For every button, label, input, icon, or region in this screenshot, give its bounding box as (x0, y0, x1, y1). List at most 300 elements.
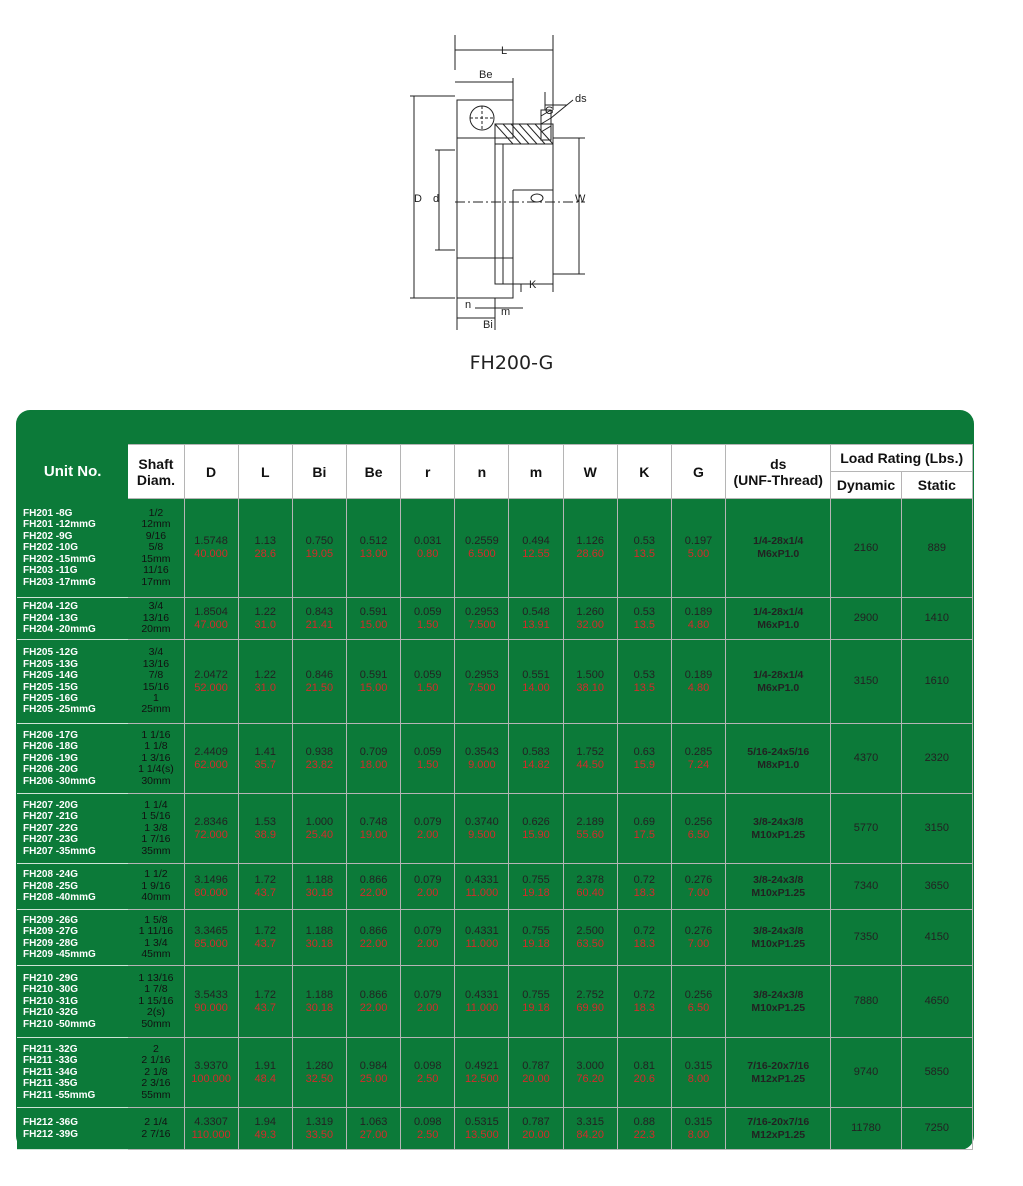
unit-no: FH203 -11G (23, 565, 78, 577)
value-mm: 15.90 (522, 828, 550, 841)
value-cell-L (238, 794, 292, 864)
ds-thread-cell (726, 910, 831, 966)
value-cell-K (617, 499, 671, 598)
value-mm: 14.00 (522, 681, 550, 694)
value-cell-r (401, 499, 455, 598)
value-cell-G (671, 910, 725, 966)
value-inch: 0.3740 (465, 815, 499, 828)
unit-no: FH207 -35mmG (23, 845, 96, 857)
value-cell-Be (346, 1108, 400, 1150)
value-mm: 9.000 (468, 758, 496, 771)
value-mm: 11.000 (465, 886, 499, 899)
shaft-diam: 12mm (141, 518, 171, 531)
value-cell-W (563, 910, 617, 966)
shaft-diam-cell (128, 1038, 184, 1108)
value-cell-m (509, 598, 563, 640)
value-cell-L (238, 864, 292, 910)
value-cell-Bi (292, 910, 346, 966)
value-inch: 0.031 (413, 535, 442, 547)
unit-no: FH206 -20G (23, 764, 79, 776)
shaft-diam: 2 7/16 (141, 1127, 171, 1140)
value-inch: 0.059 (413, 668, 442, 681)
ds-thread: M10xP1.25 (751, 937, 806, 950)
dynamic-load-cell: 2900 (831, 598, 901, 640)
static-load-cell: 1610 (901, 640, 972, 724)
value-mm: 9.500 (468, 828, 496, 841)
value-inch: 3.315 (576, 1115, 604, 1128)
unit-no: FH207 -21G (23, 811, 79, 823)
shaft-diam-cell (128, 794, 184, 864)
value-inch: 2.0472 (194, 668, 228, 681)
value-mm: 22.3 (633, 1128, 656, 1141)
value-mm: 12.500 (465, 1072, 499, 1085)
unit-no: FH207 -22G (23, 822, 79, 834)
ds-thread: M12xP1.25 (751, 1128, 806, 1141)
ds-thread: M8xP1.0 (757, 758, 800, 771)
value-inch: 0.2953 (465, 605, 499, 618)
value-cell-D (184, 598, 238, 640)
value-mm: 1.50 (417, 681, 439, 694)
value-cell-r (401, 864, 455, 910)
label-ds: ds (575, 93, 587, 105)
value-mm: 8.00 (687, 1128, 710, 1141)
value-cell-D (184, 1108, 238, 1150)
ds-thread-cell (726, 966, 831, 1038)
unit-no: FH203 -17mmG (23, 576, 96, 588)
value-mm: 13.500 (465, 1128, 499, 1141)
value-cell-G (671, 864, 725, 910)
shaft-diam: 1 1/2 (144, 868, 168, 881)
value-cell-r (401, 724, 455, 794)
value-cell-K (617, 794, 671, 864)
shaft-diam: 11/16 (143, 564, 169, 577)
value-mm: 27.00 (359, 1128, 388, 1141)
value-cell-K (617, 966, 671, 1038)
value-mm: 22.00 (359, 886, 388, 899)
ds-thread: M10xP1.25 (751, 828, 806, 841)
value-mm: 15.9 (633, 758, 656, 771)
table-row (18, 864, 973, 910)
value-inch: 3.1496 (194, 873, 228, 886)
header-shaft-line2: Diam. (136, 471, 175, 488)
ds-thread-cell (726, 1108, 831, 1150)
unit-no: FH210 -30G (23, 984, 79, 996)
unit-no: FH211 -34G (23, 1066, 78, 1078)
label-m: m (501, 306, 511, 318)
value-cell-Be (346, 910, 400, 966)
value-cell-m (509, 1108, 563, 1150)
unit-no: FH211 -33G (23, 1055, 78, 1067)
shaft-diam-cell (128, 499, 184, 598)
value-inch: 2.4409 (194, 745, 228, 758)
value-cell-L (238, 1108, 292, 1150)
value-mm: 7.00 (687, 937, 710, 950)
unit-no: FH207 -20G (23, 799, 79, 811)
shaft-diam: 45mm (141, 947, 171, 960)
value-inch: 0.4331 (465, 924, 499, 937)
value-inch: 2.752 (576, 988, 604, 1001)
value-inch: 0.846 (305, 668, 334, 681)
value-cell-W (563, 966, 617, 1038)
value-mm: 22.00 (359, 1001, 388, 1014)
value-mm: 43.7 (254, 1001, 276, 1014)
value-mm: 18.3 (633, 1001, 656, 1014)
dynamic-load-cell: 4370 (831, 724, 901, 794)
shaft-diam: 2 (153, 1042, 159, 1055)
label-G: G (545, 105, 554, 117)
header-m: m (509, 445, 563, 499)
value-cell-D (184, 499, 238, 598)
value-inch: 0.315 (684, 1115, 713, 1128)
spec-table-body (18, 499, 973, 1150)
value-inch: 1.13 (254, 535, 276, 547)
value-inch: 1.188 (305, 873, 334, 886)
value-cell-W (563, 794, 617, 864)
value-cell-L (238, 1038, 292, 1108)
shaft-diam: 1 15/16 (138, 994, 174, 1007)
unit-no: FH205 -14G (23, 670, 79, 682)
unit-no: FH202 -15mmG (23, 553, 96, 565)
value-inch: 0.72 (633, 988, 656, 1001)
shaft-diam: 2 3/16 (141, 1077, 171, 1090)
static-load-cell: 2320 (901, 724, 972, 794)
bearing-cross-section-svg (395, 30, 625, 330)
unit-no-cell (18, 864, 128, 910)
value-mm: 63.50 (576, 937, 604, 950)
shaft-diam-cell (128, 910, 184, 966)
dynamic-load-cell: 7340 (831, 864, 901, 910)
value-cell-D (184, 910, 238, 966)
value-mm: 72.000 (194, 828, 228, 841)
value-mm: 6.50 (687, 1001, 710, 1014)
value-mm: 13.5 (633, 548, 656, 560)
table-row (18, 724, 973, 794)
value-cell-Bi (292, 724, 346, 794)
value-mm: 19.00 (359, 828, 388, 841)
value-inch: 0.938 (305, 745, 334, 758)
value-inch: 1.41 (254, 745, 276, 758)
header-D: D (184, 445, 238, 499)
value-cell-G (671, 724, 725, 794)
value-cell-Be (346, 794, 400, 864)
value-inch: 1.8504 (194, 605, 228, 618)
value-cell-W (563, 640, 617, 724)
shaft-diam: 3/4 (148, 646, 164, 659)
unit-no: FH204 -20mmG (23, 624, 96, 636)
value-cell-D (184, 966, 238, 1038)
dynamic-load-cell: 2160 (831, 499, 901, 598)
value-mm: 21.50 (305, 681, 334, 694)
header-L: L (238, 445, 292, 499)
shaft-diam: 17mm (141, 575, 171, 588)
shaft-diam: 1 3/4 (144, 936, 168, 949)
value-cell-n (455, 864, 509, 910)
value-cell-Bi (292, 1108, 346, 1150)
value-mm: 23.82 (305, 758, 334, 771)
value-inch: 1.72 (254, 873, 276, 886)
value-inch: 2.8346 (194, 815, 228, 828)
shaft-diam: 1 13/16 (138, 971, 174, 984)
value-cell-n (455, 794, 509, 864)
shaft-diam: 2 1/16 (141, 1054, 171, 1067)
unit-no: FH201 -12mmG (23, 519, 96, 531)
value-mm: 13.5 (633, 681, 656, 694)
value-mm: 40.000 (194, 548, 228, 560)
value-mm: 13.91 (522, 618, 550, 631)
value-inch: 0.079 (413, 815, 442, 828)
dynamic-load-cell: 7880 (831, 966, 901, 1038)
value-cell-Be (346, 640, 400, 724)
shaft-diam: 40mm (141, 891, 171, 904)
static-load-cell: 4150 (901, 910, 972, 966)
ds-thread: M6xP1.0 (757, 681, 800, 694)
value-cell-Bi (292, 864, 346, 910)
unit-no: FH206 -19G (23, 752, 79, 764)
value-mm: 84.20 (576, 1128, 604, 1141)
header-load-rating: Load Rating (Lbs.) (831, 445, 973, 472)
value-mm: 6.500 (468, 548, 496, 560)
value-inch: 0.63 (633, 745, 656, 758)
value-cell-r (401, 966, 455, 1038)
value-mm: 14.82 (522, 758, 550, 771)
unit-no: FH206 -30mmG (23, 775, 96, 787)
value-mm: 7.500 (468, 618, 496, 631)
shaft-diam: 3/4 (148, 600, 164, 613)
value-cell-n (455, 499, 509, 598)
value-mm: 22.00 (359, 937, 388, 950)
unit-no: FH202 -10G (23, 542, 79, 554)
value-mm: 110.000 (191, 1128, 231, 1141)
value-cell-K (617, 640, 671, 724)
value-cell-D (184, 1038, 238, 1108)
label-D: D (414, 193, 422, 205)
ds-thread: 5/16-24x5/16 (747, 745, 810, 758)
unit-no-cell (18, 724, 128, 794)
value-cell-Bi (292, 598, 346, 640)
unit-no: FH212 -39G (23, 1128, 79, 1140)
value-mm: 30.18 (305, 886, 334, 899)
value-cell-n (455, 724, 509, 794)
value-mm: 13.5 (633, 618, 656, 631)
shaft-diam-cell (128, 1108, 184, 1150)
unit-no-cell (18, 499, 128, 598)
value-cell-L (238, 499, 292, 598)
ds-thread: 1/4-28x1/4 (753, 668, 804, 681)
value-cell-r (401, 640, 455, 724)
value-cell-r (401, 598, 455, 640)
value-inch: 0.551 (522, 668, 550, 681)
value-mm: 28.60 (576, 548, 604, 560)
value-inch: 0.285 (684, 745, 713, 758)
value-mm: 2.00 (417, 1001, 439, 1014)
ds-thread: M10xP1.25 (751, 886, 806, 899)
header-r: r (401, 445, 455, 499)
label-Bi: Bi (483, 319, 493, 330)
unit-no: FH205 -12G (23, 647, 79, 659)
value-inch: 0.866 (359, 873, 388, 886)
value-cell-Be (346, 724, 400, 794)
static-load-cell: 4650 (901, 966, 972, 1038)
unit-no: FH209 -26G (23, 914, 79, 926)
value-mm: 7.500 (468, 681, 496, 694)
value-inch: 1.94 (254, 1115, 276, 1128)
value-mm: 85.000 (194, 937, 228, 950)
value-cell-r (401, 1108, 455, 1150)
static-load-cell: 7250 (901, 1108, 972, 1150)
shaft-diam: 1 5/16 (141, 810, 171, 823)
value-cell-G (671, 1038, 725, 1108)
unit-no-cell (18, 640, 128, 724)
value-mm: 20.00 (522, 1128, 550, 1141)
value-cell-m (509, 864, 563, 910)
unit-no: FH210 -29G (23, 972, 79, 984)
value-cell-n (455, 1038, 509, 1108)
value-inch: 0.626 (522, 815, 550, 828)
value-inch: 0.748 (359, 815, 388, 828)
unit-no: FH210 -50mmG (23, 1018, 96, 1030)
value-cell-L (238, 640, 292, 724)
value-inch: 0.276 (684, 924, 713, 937)
value-inch: 0.53 (633, 605, 656, 618)
value-cell-n (455, 910, 509, 966)
header-n: n (455, 445, 509, 499)
value-inch: 2.500 (576, 924, 604, 937)
value-mm: 90.000 (194, 1001, 228, 1014)
value-inch: 0.059 (413, 745, 442, 758)
value-mm: 18.3 (633, 886, 656, 899)
value-inch: 0.843 (305, 605, 334, 618)
value-inch: 0.315 (684, 1059, 713, 1072)
value-mm: 60.40 (576, 886, 604, 899)
value-inch: 0.189 (684, 605, 713, 618)
value-mm: 13.00 (359, 548, 388, 560)
value-mm: 4.80 (687, 618, 710, 631)
static-load-cell: 3650 (901, 864, 972, 910)
table-row (18, 1108, 973, 1150)
unit-no: FH206 -18G (23, 741, 79, 753)
shaft-diam: 5/8 (148, 541, 164, 554)
unit-no: FH209 -45mmG (23, 948, 96, 960)
value-mm: 15.00 (359, 618, 388, 631)
value-inch: 0.72 (633, 924, 656, 937)
header-Bi: Bi (292, 445, 346, 499)
value-mm: 2.50 (417, 1072, 439, 1085)
value-cell-m (509, 724, 563, 794)
value-cell-Bi (292, 966, 346, 1038)
value-mm: 17.5 (633, 828, 656, 841)
ds-thread: 3/8-24x3/8 (753, 988, 804, 1001)
value-inch: 1.22 (254, 605, 276, 618)
unit-no: FH201 -8G (23, 508, 73, 520)
shaft-diam: 13/16 (142, 657, 170, 670)
drawing-caption: FH200-G (469, 352, 554, 374)
unit-no: FH204 -12G (23, 601, 79, 613)
table-row (18, 499, 973, 598)
value-mm: 69.90 (576, 1001, 604, 1014)
value-inch: 1.5748 (194, 535, 228, 547)
ds-thread: 1/4-28x1/4 (753, 605, 804, 618)
shaft-diam: 25mm (141, 703, 171, 716)
header-static: Static (901, 472, 972, 499)
value-inch: 0.866 (359, 988, 388, 1001)
value-mm: 31.0 (254, 681, 276, 694)
shaft-diam: 2 1/8 (144, 1065, 168, 1078)
value-cell-W (563, 499, 617, 598)
unit-no: FH206 -17G (23, 729, 79, 741)
shaft-diam: 1 3/8 (144, 821, 168, 834)
value-cell-Bi (292, 794, 346, 864)
value-inch: 0.256 (684, 988, 713, 1001)
value-cell-m (509, 794, 563, 864)
dynamic-load-cell: 5770 (831, 794, 901, 864)
value-inch: 2.189 (576, 815, 604, 828)
value-inch: 0.72 (633, 873, 656, 886)
unit-no: FH209 -28G (23, 937, 79, 949)
shaft-diam: 15mm (141, 552, 171, 565)
value-inch: 0.512 (359, 535, 388, 547)
label-L: L (501, 45, 508, 57)
table-row (18, 910, 973, 966)
value-mm: 52.000 (194, 681, 228, 694)
value-inch: 0.189 (684, 668, 713, 681)
value-cell-L (238, 910, 292, 966)
shaft-diam: 35mm (141, 844, 171, 857)
header-ds (726, 445, 831, 499)
shaft-diam: 1 (153, 691, 159, 704)
value-cell-D (184, 724, 238, 794)
ds-thread: M6xP1.0 (757, 618, 800, 631)
value-mm: 38.9 (254, 828, 276, 841)
unit-no: FH207 -23G (23, 834, 79, 846)
ds-thread-cell (726, 864, 831, 910)
dynamic-load-cell: 9740 (831, 1038, 901, 1108)
value-cell-W (563, 1108, 617, 1150)
value-cell-n (455, 966, 509, 1038)
unit-no: FH208 -25G (23, 880, 79, 892)
value-mm: 30.18 (305, 1001, 334, 1014)
value-cell-K (617, 1108, 671, 1150)
value-inch: 0.53 (633, 535, 656, 547)
value-inch: 0.079 (413, 924, 442, 937)
value-mm: 20.00 (522, 1072, 550, 1085)
value-mm: 62.000 (194, 758, 228, 771)
shaft-diam: 2(s) (146, 1006, 165, 1019)
value-inch: 0.709 (359, 745, 388, 758)
value-inch: 0.787 (522, 1115, 550, 1128)
static-load-cell: 5850 (901, 1038, 972, 1108)
value-inch: 0.583 (522, 745, 550, 758)
ds-thread-cell (726, 598, 831, 640)
value-mm: 11.000 (465, 937, 499, 950)
header-W: W (563, 445, 617, 499)
label-K: K (529, 279, 537, 291)
value-cell-Be (346, 864, 400, 910)
value-cell-D (184, 640, 238, 724)
value-mm: 20.6 (633, 1072, 656, 1085)
value-mm: 35.7 (254, 758, 276, 771)
value-inch: 0.53 (633, 668, 656, 681)
bearing-drawing (395, 30, 625, 330)
value-inch: 3.9370 (194, 1059, 228, 1072)
value-cell-K (617, 598, 671, 640)
value-inch: 0.079 (413, 988, 442, 1001)
value-mm: 18.00 (359, 758, 388, 771)
value-mm: 1.50 (417, 758, 439, 771)
value-mm: 80.000 (194, 886, 228, 899)
header-G: G (671, 445, 725, 499)
value-cell-m (509, 910, 563, 966)
value-inch: 0.4921 (465, 1059, 499, 1072)
